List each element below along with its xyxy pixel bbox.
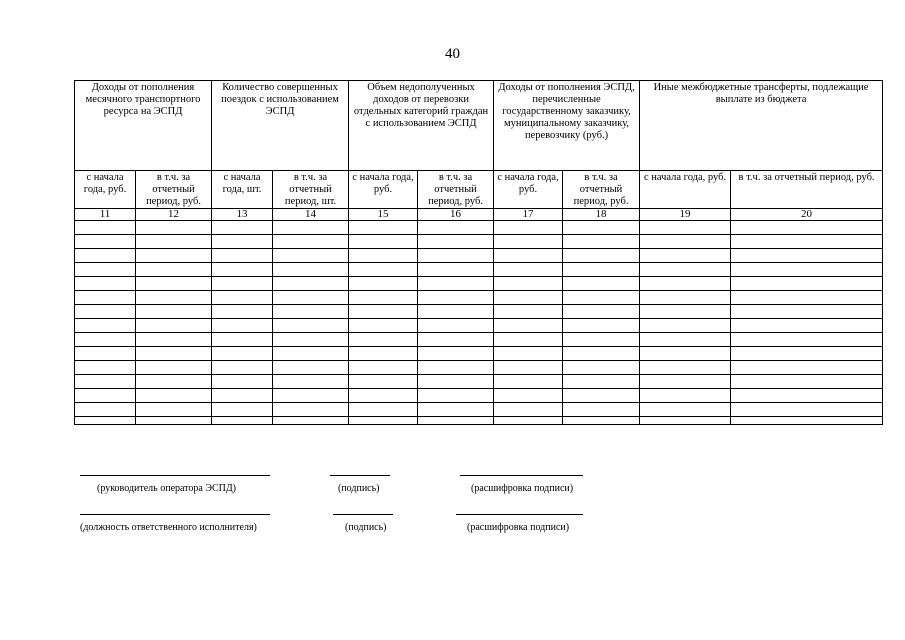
table-cell — [75, 277, 136, 291]
table-cell — [349, 347, 418, 361]
table-cell — [563, 291, 640, 305]
table-cell — [731, 249, 883, 263]
table-cell — [731, 235, 883, 249]
table-cell — [136, 417, 212, 425]
decoding-label: (расшифровка подписи) — [471, 483, 574, 494]
table-row — [75, 389, 883, 403]
table-cell — [418, 403, 494, 417]
table-cell — [563, 277, 640, 291]
table-row — [75, 319, 883, 333]
table-cell — [212, 221, 273, 235]
report-table — [74, 80, 883, 425]
table-cell — [640, 375, 731, 389]
table-cell — [640, 277, 731, 291]
sub-header-cell: в т.ч. за отчетный период, руб. — [563, 171, 640, 209]
role-label: (должность ответственного исполнителя) — [80, 522, 257, 533]
sub-header-row — [75, 171, 883, 209]
table-cell — [640, 263, 731, 277]
table-cell — [640, 389, 731, 403]
table-cell — [75, 403, 136, 417]
column-number-cell: 20 — [731, 209, 883, 221]
table-cell — [273, 319, 349, 333]
sub-header-cell: с начала года, руб. — [640, 171, 731, 209]
table-cell — [731, 389, 883, 403]
table-cell — [273, 305, 349, 319]
table-cell — [640, 235, 731, 249]
column-number-cell: 16 — [418, 209, 494, 221]
table-cell — [75, 347, 136, 361]
table-cell — [731, 305, 883, 319]
table-cell — [75, 417, 136, 425]
table-cell — [640, 417, 731, 425]
table-cell — [563, 417, 640, 425]
table-cell — [273, 389, 349, 403]
table-cell — [418, 319, 494, 333]
table-cell — [212, 417, 273, 425]
column-number-cell: 19 — [640, 209, 731, 221]
table-cell — [349, 305, 418, 319]
table-cell — [563, 403, 640, 417]
column-number-cell: 18 — [563, 209, 640, 221]
column-number-cell: 12 — [136, 209, 212, 221]
table-cell — [349, 403, 418, 417]
table-cell — [418, 263, 494, 277]
table-cell — [136, 361, 212, 375]
signature-row-executor — [0, 514, 905, 544]
table-cell — [273, 221, 349, 235]
column-number-cell: 14 — [273, 209, 349, 221]
table-cell — [494, 235, 563, 249]
table-cell — [136, 333, 212, 347]
table-cell — [136, 235, 212, 249]
sub-header-cell: в т.ч. за отчетный период, руб. — [136, 171, 212, 209]
table-cell — [75, 249, 136, 263]
table-cell — [418, 389, 494, 403]
table-cell — [563, 249, 640, 263]
signature-line — [330, 475, 390, 476]
table-cell — [349, 291, 418, 305]
page-number: 40 — [445, 46, 460, 62]
table-cell — [273, 277, 349, 291]
signature-label: (подпись) — [338, 483, 380, 494]
column-number-cell: 17 — [494, 209, 563, 221]
table-row — [75, 361, 883, 375]
column-number-cell: 11 — [75, 209, 136, 221]
table-cell — [349, 389, 418, 403]
table-cell — [563, 263, 640, 277]
table-cell — [494, 305, 563, 319]
table-row — [75, 375, 883, 389]
table-cell — [273, 417, 349, 425]
table-cell — [731, 361, 883, 375]
table-cell — [349, 221, 418, 235]
table-cell — [563, 319, 640, 333]
sub-header-cell: с начала года, шт. — [212, 171, 273, 209]
table-cell — [75, 305, 136, 319]
table-cell — [273, 249, 349, 263]
table-row — [75, 263, 883, 277]
table-cell — [212, 291, 273, 305]
table-cell — [494, 291, 563, 305]
group-header-cell: Количество совершенных поездок с использованием ЭСПД — [212, 81, 349, 171]
table-cell — [418, 361, 494, 375]
table-cell — [494, 249, 563, 263]
table-cell — [418, 347, 494, 361]
table-cell — [731, 277, 883, 291]
table-cell — [640, 305, 731, 319]
table-row — [75, 347, 883, 361]
table-cell — [212, 249, 273, 263]
table-cell — [75, 389, 136, 403]
table-cell — [349, 319, 418, 333]
group-header-cell: Иные межбюджетные трансферты, подлежащие выплате из бюджета — [640, 81, 883, 171]
table-cell — [136, 389, 212, 403]
table-cell — [75, 235, 136, 249]
table-cell — [349, 417, 418, 425]
table-cell — [212, 347, 273, 361]
table-cell — [563, 333, 640, 347]
table-cell — [349, 361, 418, 375]
table-cell — [75, 375, 136, 389]
group-header-cell: Доходы от пополнения ЭСПД, перечисленные государственному заказчику, муниципальному заказчику, перевозчику (руб.) — [494, 81, 640, 171]
table-row — [75, 291, 883, 305]
table-cell — [349, 277, 418, 291]
table-cell — [494, 403, 563, 417]
table-cell — [418, 235, 494, 249]
table-cell — [75, 361, 136, 375]
table-cell — [563, 221, 640, 235]
table-cell — [273, 291, 349, 305]
table-cell — [418, 249, 494, 263]
table-cell — [731, 319, 883, 333]
table-cell — [136, 403, 212, 417]
table-cell — [273, 347, 349, 361]
role-label: (руководитель оператора ЭСПД) — [97, 483, 237, 494]
column-number-row — [75, 209, 883, 221]
table-cell — [640, 319, 731, 333]
table-cell — [731, 263, 883, 277]
table-cell — [136, 375, 212, 389]
table-cell — [212, 333, 273, 347]
table-cell — [212, 389, 273, 403]
table-cell — [212, 403, 273, 417]
table-cell — [136, 305, 212, 319]
table-row — [75, 417, 883, 425]
table-row — [75, 333, 883, 347]
table-cell — [212, 235, 273, 249]
table-cell — [563, 361, 640, 375]
table-cell — [494, 361, 563, 375]
table-cell — [212, 277, 273, 291]
sub-header-cell: в т.ч. за отчетный период, руб. — [418, 171, 494, 209]
table-cell — [418, 305, 494, 319]
table-cell — [212, 305, 273, 319]
table-cell — [273, 235, 349, 249]
signature-line — [456, 514, 583, 515]
table-cell — [136, 319, 212, 333]
table-cell — [273, 375, 349, 389]
table-cell — [640, 221, 731, 235]
table-cell — [563, 389, 640, 403]
signature-line — [80, 514, 270, 515]
table-cell — [349, 375, 418, 389]
signature-label: (подпись) — [345, 522, 387, 533]
sub-header-cell: с начала года, руб. — [494, 171, 563, 209]
group-header-cell: Доходы от пополнения месячного транспортного ресурса на ЭСПД — [75, 81, 212, 171]
table-cell — [494, 375, 563, 389]
table-cell — [212, 375, 273, 389]
table-cell — [349, 249, 418, 263]
table-cell — [494, 333, 563, 347]
table-cell — [136, 249, 212, 263]
table-row — [75, 249, 883, 263]
table-cell — [136, 263, 212, 277]
table-row — [75, 235, 883, 249]
sub-header-cell: с начала года, руб. — [75, 171, 136, 209]
table-cell — [640, 361, 731, 375]
table-cell — [273, 333, 349, 347]
group-header-cell: Объем недополученных доходов от перевозки отдельных категорий граждан с использованием ЭСПД — [349, 81, 494, 171]
table-cell — [212, 263, 273, 277]
table-cell — [349, 263, 418, 277]
table-cell — [494, 389, 563, 403]
signature-line — [333, 514, 393, 515]
table-row — [75, 403, 883, 417]
sub-header-cell: в т.ч. за отчетный период, руб. — [731, 171, 883, 209]
sub-header-cell: с начала года, руб. — [349, 171, 418, 209]
table-cell — [563, 347, 640, 361]
table-row — [75, 221, 883, 235]
table-cell — [136, 221, 212, 235]
table-cell — [731, 291, 883, 305]
signature-line — [80, 475, 270, 476]
signature-line — [460, 475, 583, 476]
table-cell — [640, 291, 731, 305]
table-cell — [731, 403, 883, 417]
table-cell — [640, 403, 731, 417]
table-cell — [349, 235, 418, 249]
table-cell — [136, 291, 212, 305]
table-cell — [494, 277, 563, 291]
table-cell — [731, 347, 883, 361]
table-cell — [75, 263, 136, 277]
table-cell — [136, 347, 212, 361]
table-cell — [136, 277, 212, 291]
table-cell — [418, 417, 494, 425]
table-cell — [640, 333, 731, 347]
table-cell — [640, 249, 731, 263]
table-cell — [273, 361, 349, 375]
table-cell — [563, 235, 640, 249]
table-cell — [494, 417, 563, 425]
table-cell — [494, 319, 563, 333]
column-number-cell: 15 — [349, 209, 418, 221]
sub-header-cell: в т.ч. за отчетный период, шт. — [273, 171, 349, 209]
table-cell — [418, 291, 494, 305]
table-cell — [418, 277, 494, 291]
table-row — [75, 277, 883, 291]
group-header-row — [75, 81, 883, 171]
decoding-label: (расшифровка подписи) — [467, 522, 570, 533]
signature-row-head — [0, 475, 905, 505]
table-cell — [494, 263, 563, 277]
table-cell — [75, 333, 136, 347]
table-cell — [418, 221, 494, 235]
table-row — [75, 305, 883, 319]
table-cell — [273, 403, 349, 417]
table-cell — [731, 221, 883, 235]
table-cell — [75, 221, 136, 235]
table-cell — [640, 347, 731, 361]
column-number-cell: 13 — [212, 209, 273, 221]
table-cell — [418, 333, 494, 347]
table-cell — [731, 333, 883, 347]
table-cell — [75, 319, 136, 333]
table-cell — [273, 263, 349, 277]
table-cell — [494, 347, 563, 361]
table-cell — [75, 291, 136, 305]
table-cell — [212, 319, 273, 333]
table-cell — [349, 333, 418, 347]
table-cell — [731, 417, 883, 425]
table-cell — [494, 221, 563, 235]
table-cell — [563, 375, 640, 389]
table-cell — [563, 305, 640, 319]
table-cell — [418, 375, 494, 389]
table-cell — [731, 375, 883, 389]
table-cell — [212, 361, 273, 375]
